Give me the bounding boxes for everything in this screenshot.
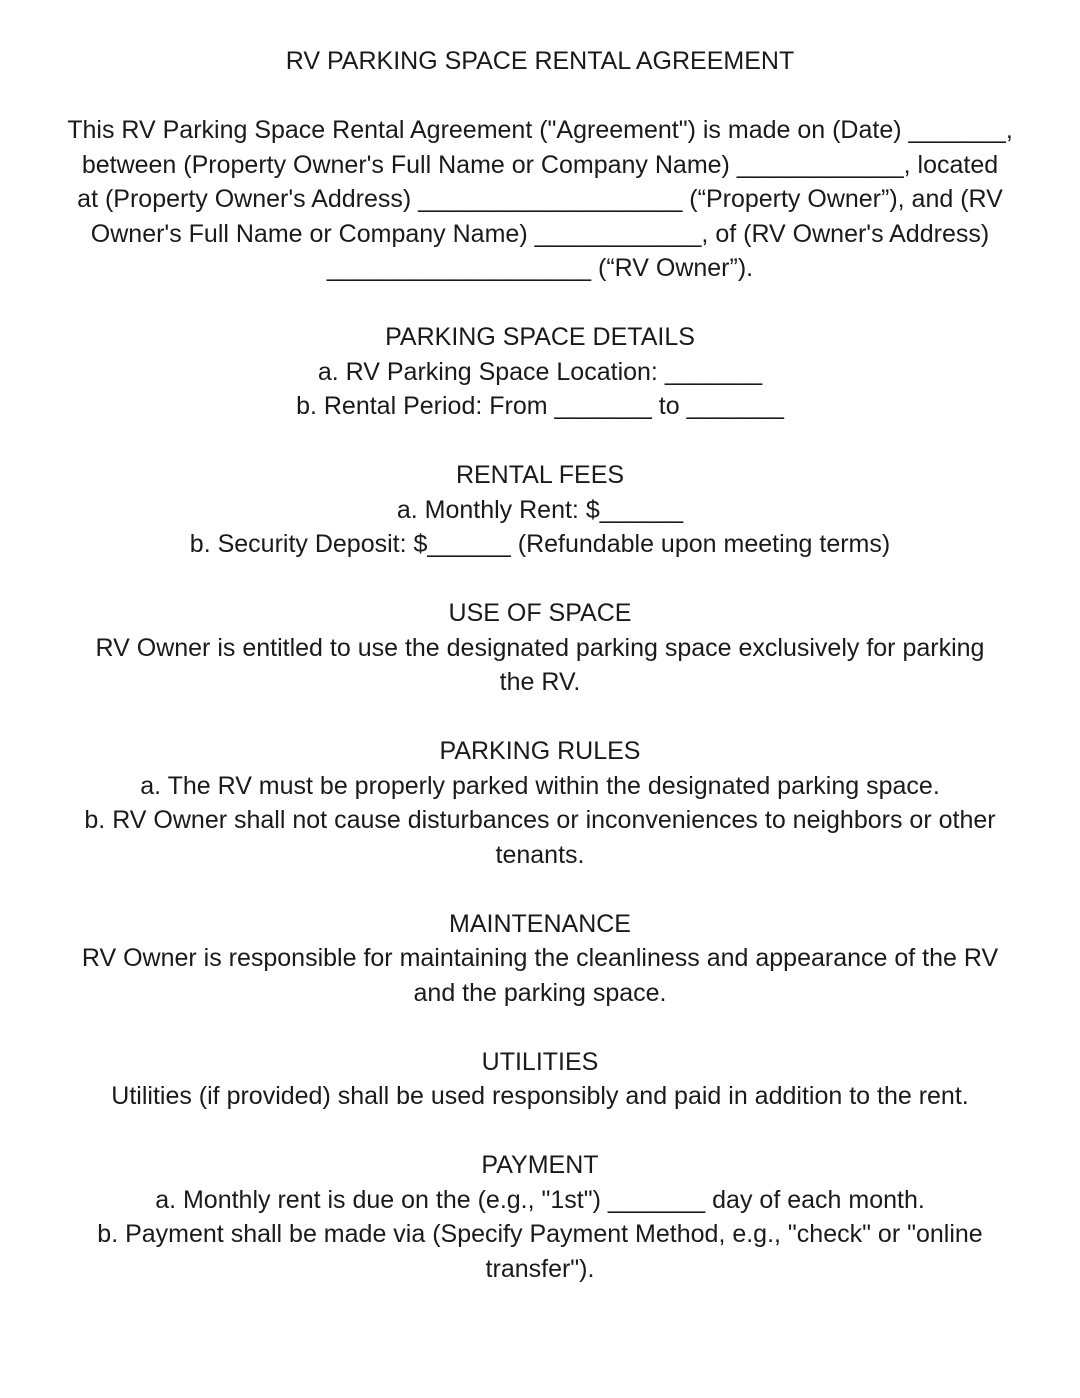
sections — [0, 320, 1080, 1286]
intro-line: between (Property Owner's Full Name or Company Name) ____________, located — [81, 150, 999, 179]
section-heading: UTILITIES — [481, 1047, 599, 1076]
section-line: tenants. — [495, 840, 585, 869]
intro-paragraph — [0, 113, 1080, 286]
section-line: and the parking space. — [413, 978, 667, 1007]
section-line: RV Owner is responsible for maintaining the cleanliness and appearance of the RV — [81, 944, 999, 972]
intro-line: ___________________ (“RV Owner”). — [326, 254, 754, 282]
section-rental-fees — [0, 458, 1080, 562]
section-line: a. The RV must be properly parked within the designated parking space. — [140, 771, 940, 800]
section-use-of-space — [0, 596, 1080, 700]
section-parking-space-details — [0, 320, 1080, 424]
section-line: b. Rental Period: From _______ to _______ — [296, 392, 784, 420]
section-heading: USE OF SPACE — [448, 599, 632, 627]
section-heading: MAINTENANCE — [449, 909, 631, 938]
section-line: a. Monthly rent is due on the (e.g., "1st") _______ day of each month. — [155, 1185, 925, 1214]
section-line: a. RV Parking Space Location: _______ — [317, 357, 763, 386]
section-heading: PAYMENT — [481, 1151, 599, 1179]
section-line: the RV. — [499, 668, 581, 696]
section-line: transfer"). — [485, 1254, 595, 1283]
section-payment — [0, 1148, 1080, 1286]
document-title-block — [0, 44, 1080, 79]
section-parking-rules — [0, 734, 1080, 872]
section-line: RV Owner is entitled to use the designated parking space exclusively for parking — [95, 633, 985, 662]
section-line: b. Security Deposit: $______ (Refundable upon meeting terms) — [189, 530, 891, 558]
section-line: a. Monthly Rent: $______ — [396, 495, 684, 524]
section-line: b. RV Owner shall not cause disturbances or inconveniences to neighbors or other — [84, 806, 996, 834]
section-heading: PARKING SPACE DETAILS — [385, 323, 695, 351]
section-line: b. Payment shall be made via (Specify Payment Method, e.g., "check" or "online — [97, 1220, 983, 1248]
section-heading: PARKING RULES — [439, 737, 641, 765]
section-utilities — [0, 1045, 1080, 1114]
section-line: Utilities (if provided) shall be used responsibly and paid in addition to the rent. — [111, 1082, 969, 1110]
intro-line: This RV Parking Space Rental Agreement ("Agreement") is made on (Date) _______, — [67, 116, 1013, 144]
intro-line: at (Property Owner's Address) ___________________ (“Property Owner”), and (RV — [77, 185, 1003, 213]
document-title: RV PARKING SPACE RENTAL AGREEMENT — [285, 47, 795, 75]
section-maintenance — [0, 907, 1080, 1011]
section-heading: RENTAL FEES — [455, 461, 625, 489]
intro-line: Owner's Full Name or Company Name) ____________, of (RV Owner's Address) — [90, 219, 990, 248]
